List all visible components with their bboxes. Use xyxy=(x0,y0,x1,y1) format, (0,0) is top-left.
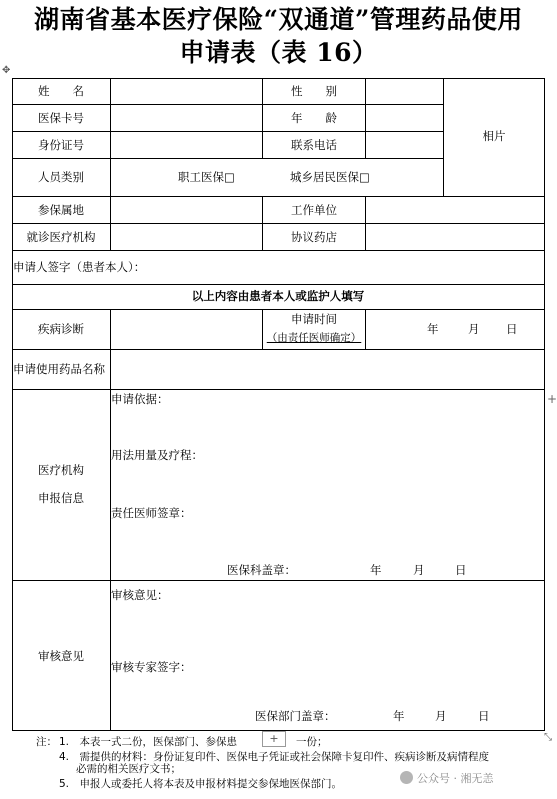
rule xyxy=(12,196,545,197)
drug-name-label: 申请使用药品名称 xyxy=(13,362,105,376)
rule xyxy=(365,196,366,250)
id-label: 身份证号 xyxy=(38,138,84,152)
dept-seal-label: 医保部门盖章： xyxy=(255,709,336,723)
date-year: 年 xyxy=(393,709,405,723)
category-option-employee[interactable] xyxy=(178,170,235,184)
name-label: 姓 名 xyxy=(38,84,84,98)
category-label: 人员类别 xyxy=(38,170,84,184)
gender-label: 性 别 xyxy=(291,84,337,98)
section-header: 以上内容由患者本人或监护人填写 xyxy=(191,289,365,303)
notes-prefix: 注： xyxy=(36,736,57,748)
date-month: 月 xyxy=(435,709,447,723)
rule xyxy=(12,223,545,224)
note-5: 5. 申报人或委托人将本表及申报材料提交参保地医保部门。 xyxy=(59,778,343,790)
add-column-icon[interactable]: + xyxy=(547,392,557,406)
med-info-label-1: 医疗机构 xyxy=(38,463,84,477)
rule xyxy=(262,78,263,158)
rule xyxy=(12,580,545,581)
dosage-label: 用法用量及疗程： xyxy=(111,448,203,462)
wechat-icon xyxy=(400,771,413,784)
add-row-button[interactable]: + xyxy=(262,731,286,747)
watermark xyxy=(400,770,494,786)
note-4: 4. 需提供的材料：身份证复印件、医保电子凭证或社会保障卡复印件、疾病诊断及病情程度 xyxy=(59,751,490,763)
rule xyxy=(12,78,13,731)
rule xyxy=(12,349,545,350)
application-table xyxy=(12,78,545,731)
rule xyxy=(12,284,545,285)
rule xyxy=(110,78,111,250)
date-day: 日 xyxy=(506,322,518,336)
rule xyxy=(262,196,263,250)
date-month: 月 xyxy=(413,563,425,577)
title-line-1: 湖南省基本医疗保险“双通道”管理药品使用 xyxy=(34,5,523,34)
rule xyxy=(262,309,263,349)
category-option-resident[interactable] xyxy=(290,170,370,184)
age-label: 年 龄 xyxy=(291,111,337,125)
apply-time-label: 申请时间 xyxy=(291,312,337,326)
note-4-cont: 必需的相关医疗文书； xyxy=(76,763,181,775)
date-month: 月 xyxy=(468,322,480,336)
title-line-2: 申请表（表 16） xyxy=(179,38,378,67)
rule xyxy=(544,78,545,731)
med-info-label-2: 申报信息 xyxy=(38,491,84,505)
rule xyxy=(443,78,444,196)
table-resize-icon[interactable]: ⤡ xyxy=(544,732,552,743)
pharmacy-label: 协议药店 xyxy=(291,230,337,244)
review-label: 审核意见 xyxy=(38,649,84,663)
photo-label: 相片 xyxy=(482,129,506,143)
watermark-text: 公众号 · 湘无恙 xyxy=(417,772,494,785)
expert-sign-label: 审核专家签字： xyxy=(111,660,192,674)
date-day: 日 xyxy=(455,563,467,577)
note-1-tail: 一份； xyxy=(296,736,328,748)
rule xyxy=(12,78,545,79)
insurance-dept-seal-label: 医保科盖章： xyxy=(227,563,296,577)
rule xyxy=(365,309,366,349)
rule xyxy=(12,309,545,310)
institution-label: 就诊医疗机构 xyxy=(26,230,96,244)
apply-time-note: （由责任医师确定） xyxy=(266,332,362,344)
phone-label: 联系电话 xyxy=(291,138,337,152)
checkbox-icon[interactable]: □ xyxy=(224,170,235,184)
date-day: 日 xyxy=(478,709,490,723)
signature-label: 申请人签字（患者本人）： xyxy=(13,260,146,274)
category-resident-label: 城乡居民医保 xyxy=(290,170,359,184)
rule xyxy=(365,78,366,158)
work-unit-label: 工作单位 xyxy=(291,203,337,217)
review-opinion-label: 审核意见： xyxy=(111,588,169,602)
table-move-icon[interactable]: ✥ xyxy=(2,65,11,76)
rule xyxy=(12,389,545,390)
doctor-sign-label: 责任医师签章： xyxy=(111,506,192,520)
note-1: 1. 本表一式二份，医保部门、参保患 xyxy=(59,736,238,748)
date-year: 年 xyxy=(427,322,439,336)
insured-place-label: 参保属地 xyxy=(38,203,84,217)
card-label: 医保卡号 xyxy=(38,111,84,125)
basis-label: 申请依据： xyxy=(111,392,169,406)
diagnosis-label: 疾病诊断 xyxy=(38,322,84,336)
rule xyxy=(12,250,545,251)
rule xyxy=(12,158,443,159)
rule xyxy=(12,104,443,105)
checkbox-icon[interactable]: □ xyxy=(359,170,370,184)
rule xyxy=(12,131,443,132)
date-year: 年 xyxy=(370,563,382,577)
category-employee-label: 职工医保 xyxy=(178,170,224,184)
